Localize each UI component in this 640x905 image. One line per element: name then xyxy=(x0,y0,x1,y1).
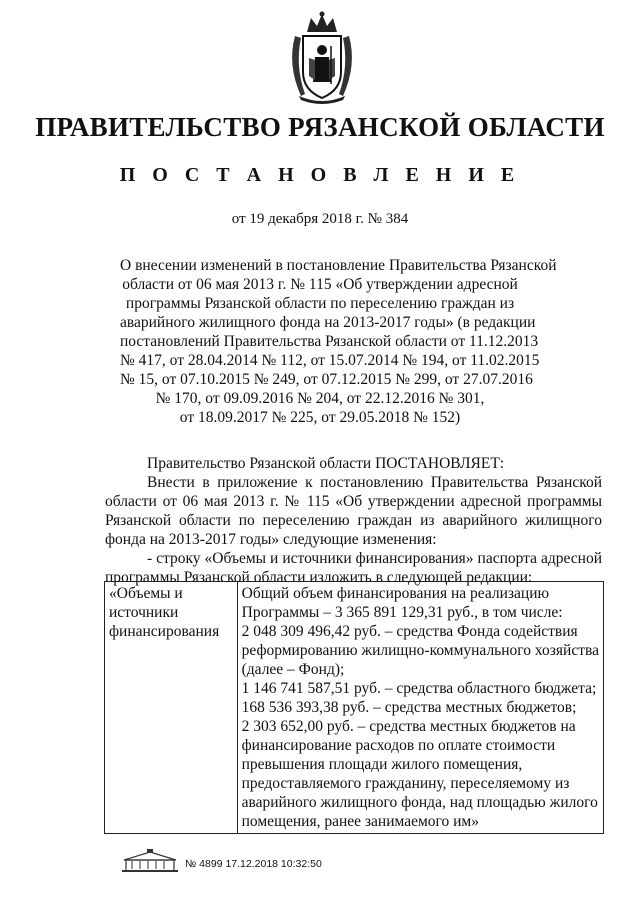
label-line: «Объемы и xyxy=(109,585,183,602)
body-line: Рязанской области по переселению граждан из аварийного жилищного xyxy=(105,512,602,529)
content-line: 2 303 652,00 руб. – средства местных бюджетов на xyxy=(241,718,576,735)
content-line: реформированию жилищно-коммунального хозяйства xyxy=(241,642,599,659)
subject-line: № 417, от 28.04.2014 № 112, от 15.07.2014 № 194, от 11.02.2015 xyxy=(120,352,540,369)
content-line: предоставляемого гражданину, переселяемому из xyxy=(241,775,570,792)
content-line: Общий объем финансирования на реализацию xyxy=(241,585,550,602)
content-line: (далее – Фонд); xyxy=(241,661,345,678)
subject-line: О внесении изменений в постановление Правительства Рязанской xyxy=(120,257,557,274)
content-line: превышения площади жилого помещения, xyxy=(241,756,523,773)
financing-label-cell xyxy=(105,582,238,834)
content-line: 2 048 309 496,42 руб. – средства Фонда содействия xyxy=(241,623,578,640)
content-line: помещения, ранее занимаемого им» xyxy=(241,813,479,830)
content-line: Программы – 3 365 891 129,31 руб., в том числе: xyxy=(241,604,563,621)
body-line: области от 06 мая 2013 г. № 115 «Об утверждении адресной программы xyxy=(105,493,602,510)
subject-line: области от 06 мая 2013 г. № 115 «Об утверждении адресной xyxy=(122,276,518,293)
subject-line: № 15, от 07.10.2015 № 249, от 07.12.2015 № 299, от 27.07.2016 xyxy=(120,371,533,388)
label-line: источники xyxy=(109,604,179,621)
body-line: программы Рязанской области изложить в следующей редакции: xyxy=(105,569,533,586)
label-line: финансирования xyxy=(109,623,220,640)
document-date-number: от 19 декабря 2018 г. № 384 xyxy=(231,211,409,227)
content-line: аварийного жилищного фонда, над площадью жилого xyxy=(241,794,598,811)
financing-table xyxy=(104,581,604,834)
coat-of-arms-emblem xyxy=(285,10,359,104)
subject-line: программы Рязанской области по переселению граждан из xyxy=(125,295,515,312)
registration-stamp: № 4899 17.12.2018 10:32:50 xyxy=(185,858,322,870)
table-row xyxy=(105,582,604,834)
subject-line: постановлений Правительства Рязанской области от 11.12.2013 xyxy=(120,333,539,350)
organization-title: ПРАВИТЕЛЬСТВО РЯЗАНСКОЙ ОБЛАСТИ xyxy=(35,112,605,142)
body-line: фонда на 2013-2017 годы» следующие изменения: xyxy=(105,531,437,548)
body-line: Внести в приложение к постановлению Правительства Рязанской xyxy=(147,474,602,491)
financing-content-cell xyxy=(237,582,603,834)
document-body xyxy=(105,454,602,587)
document-subject xyxy=(120,256,557,427)
subject-line: аварийного жилищного фонда на 2013-2017 годы» (в редакции xyxy=(120,314,536,331)
subject-line: от 18.09.2017 № 225, от 29.05.2018 № 152) xyxy=(179,409,461,426)
document-type-heading: П О С Т А Н О В Л Е Н И Е xyxy=(119,164,521,186)
content-line: 1 146 741 587,51 руб. – средства областного бюджета; xyxy=(241,680,597,697)
resolution-statement: Правительство Рязанской области ПОСТАНОВЛЯЕТ: xyxy=(147,455,505,472)
content-line: финансирование расходов по оплате стоимости xyxy=(241,737,556,754)
subject-line: № 170, от 09.09.2016 № 204, от 22.12.2016 № 301, xyxy=(155,390,485,407)
body-line: - строку «Объемы и источники финансирования» паспорта адресной xyxy=(147,550,602,567)
content-line: 168 536 393,38 руб. – средства местных бюджетов; xyxy=(241,699,577,716)
building-stamp-icon xyxy=(118,848,182,874)
